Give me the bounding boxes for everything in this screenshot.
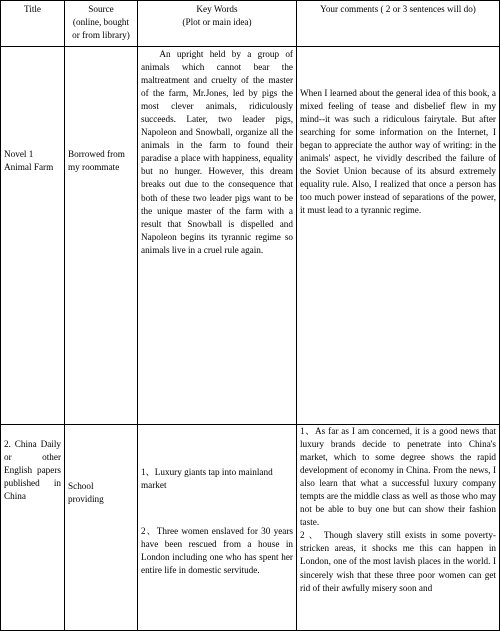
comment-item: 2 、 Though slavery still exists in some poverty-stricken areas, it shocks me this can happen in London, one of the most lavish places in the world. I sincerely wish that these three poor women can get rid of their awfully misery soon and xyxy=(300,530,496,593)
header-source-label: Source xyxy=(88,4,114,14)
cell-keywords xyxy=(138,425,297,631)
cell-title xyxy=(1,47,65,425)
header-keywords-label: Key Words xyxy=(196,4,238,14)
cell-title xyxy=(1,425,65,631)
keyword-item: 1、Luxury giants tap into mainland market xyxy=(141,467,273,491)
comment-item: 1、As far as I am concerned, it is a good news that luxury brands decide to penetrate into China's market, which to some degree shows the rapid development of economy in China. From the news, I also learn that what a successful luxury company tempts are the middle class as well as those who may not be able to buy one but can show their fashion taste. xyxy=(300,426,496,528)
header-source xyxy=(65,1,138,47)
source-line: School xyxy=(68,481,94,491)
cell-source xyxy=(65,47,138,425)
title-line: Novel 1 xyxy=(4,149,34,159)
header-source-note-1: (online, bought xyxy=(72,17,130,28)
source-text: Borrowed from my roommate xyxy=(68,149,125,173)
table-row xyxy=(1,425,500,631)
header-comments-label: Your comments ( 2 or 3 sentences will do) xyxy=(320,4,476,14)
book-title: Animal Farm xyxy=(4,162,54,173)
table-row xyxy=(1,47,500,425)
header-title xyxy=(1,1,65,47)
cell-comments xyxy=(297,425,500,631)
plot-summary: An upright held by a group of animals which cannot bear the maltreatment and cruelty of the master of the farm, Mr.Jones, led by pigs the most clever animals, ridiculously succeeds. Later, two leader pigs, Napoleon and Snowball, organize all the animals in the farm to found their paradise a place with happiness, equality but no hunger. However, this dream breaks out due to the consequence that both of these two leader pigs want to be the unique master of the farm with a result that Snowball is dispelled and Napoleon begins its tyrannic regime so animals live in a cruel rule again. xyxy=(141,49,293,255)
header-title-label: Title xyxy=(23,4,42,14)
table-header-row xyxy=(1,1,500,47)
title-text: 2. China Daily or other English papers published in China xyxy=(4,439,61,502)
header-keywords-note: (Plot or main idea) xyxy=(182,17,252,28)
cell-comments xyxy=(297,47,500,425)
header-source-note-2: or from library) xyxy=(72,30,130,41)
source-line: providing xyxy=(68,494,104,505)
cell-source xyxy=(65,425,138,631)
header-comments xyxy=(297,1,500,47)
header-keywords xyxy=(138,1,297,47)
cell-keywords xyxy=(138,47,297,425)
comment-text: When I learned about the general idea of this book, a mixed feeling of tease and disbelief flew in my mind--it was such a ridiculous fairytale. But after searching for some information on the Internet, I began to appreciate the author way of writing: in the animals' aspect, he vividly described the failure of the Soviet Union because of its absurd extremely equality rule. Also, I realized that once a person has too much power instead of separations of the power, it must lead to a tyrannic regime. xyxy=(300,88,496,216)
keyword-item: 2、Three women enslaved for 30 years have been rescued from a house in London including one who has spent her entire life in domestic servitude. xyxy=(141,526,293,576)
